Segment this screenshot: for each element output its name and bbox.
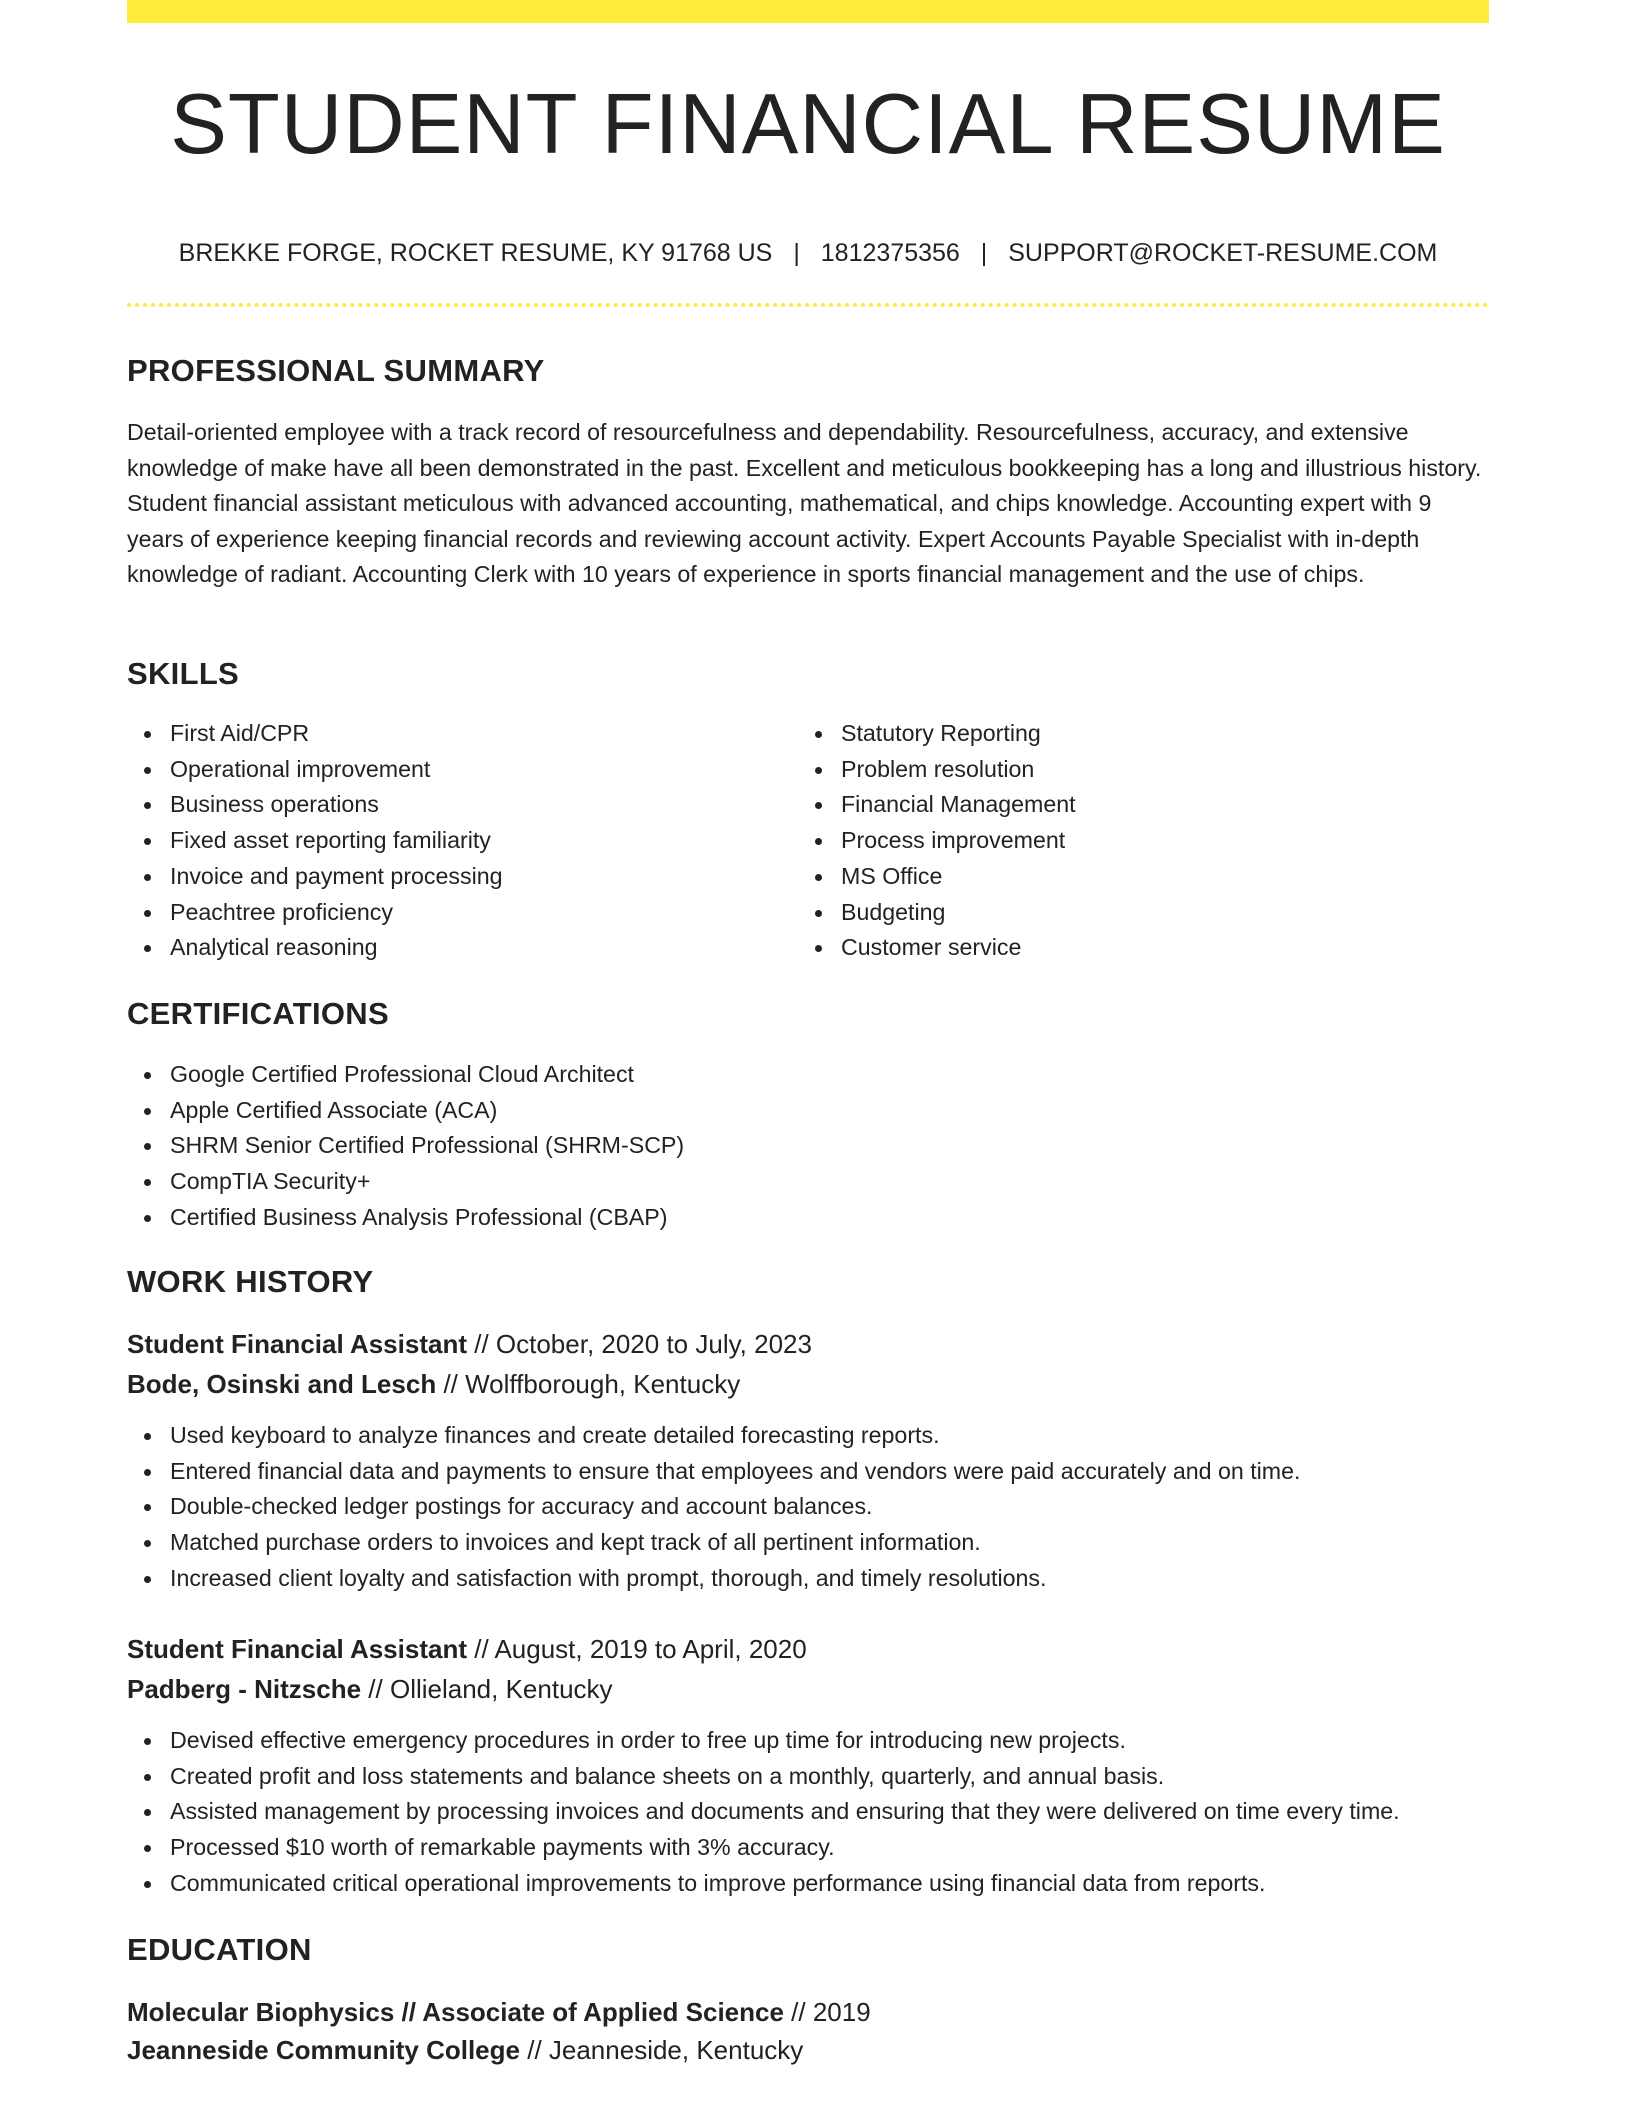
skill-item: Peachtree proficiency [127,895,503,931]
contact-address: BREKKE FORGE, ROCKET RESUME, KY 91768 US [178,239,773,267]
job-bullet: Entered financial data and payments to ensure that employees and vendors were paid accurately and on time. [127,1454,1300,1490]
certification-item: Google Certified Professional Cloud Architect [127,1057,684,1093]
summary-text: Detail-oriented employee with a track record of resourcefulness and dependability. Resourcefulness, accuracy, and extensive knowledge of make have all been demonstrated in the past. Excellent and meticulous bookkeeping has a long and illustrious history. Student financial assistant meticulous with advanced accounting, mathematical, and chips knowledge. Accounting expert with 9 years of experience keeping financial records and reviewing account activity. Expert Accounts Payable Specialist with in-depth knowledge of radiant. Accounting Clerk with 10 years of experience in sports financial management and the use of chips. [127,419,1482,588]
contact-email[interactable]: SUPPORT@ROCKET-RESUME.COM [1008,239,1438,267]
skill-item: Fixed asset reporting familiarity [127,823,503,859]
contact-separator: | [980,239,988,267]
work-history-heading: WORK HISTORY [127,1264,374,1299]
certification-item: CompTIA Security+ [127,1164,684,1200]
resume-title: STUDENT FINANCIAL RESUME [170,77,1446,172]
job-bullet: Assisted management by processing invoices and documents and ensuring that they were delivered on time every time. [127,1794,1400,1830]
skill-item: Problem resolution [798,752,1076,788]
job-bullets [127,1723,1400,1902]
contact-separator: | [793,239,800,267]
certifications-heading: CERTIFICATIONS [127,996,389,1031]
skill-item: Financial Management [798,787,1076,823]
skills-list-left [127,716,503,966]
education-year: // 2019 [791,1997,871,2027]
certification-item: SHRM Senior Certified Professional (SHRM-SCP) [127,1128,684,1164]
skills-heading: SKILLS [127,656,240,691]
education-location: // Jeanneside, Kentucky [527,2035,804,2065]
job-location: // Wolffborough, Kentucky [443,1369,741,1399]
skill-item: Process improvement [798,823,1076,859]
job-location: // Ollieland, Kentucky [368,1674,613,1704]
job-bullet: Matched purchase orders to invoices and kept track of all pertinent information. [127,1525,1300,1561]
job-title: Student Financial Assistant [127,1329,467,1359]
job-company: Padberg - Nitzsche [127,1674,362,1704]
job-company-line [127,1368,740,1400]
summary-heading: PROFESSIONAL SUMMARY [127,353,545,388]
job-bullet: Created profit and loss statements and balance sheets on a monthly, quarterly, and annual basis. [127,1759,1400,1795]
job-bullet: Double-checked ledger postings for accuracy and account balances. [127,1489,1300,1525]
job-dates: // August, 2019 to April, 2020 [474,1634,807,1664]
certification-item: Apple Certified Associate (ACA) [127,1093,684,1129]
skill-item: Statutory Reporting [798,716,1076,752]
skill-item: Operational improvement [127,752,503,788]
job-title-line [127,1328,812,1360]
top-accent-bar [127,0,1489,23]
skill-item: Invoice and payment processing [127,859,503,895]
job-dates: // October, 2020 to July, 2023 [474,1329,812,1359]
skill-item: Analytical reasoning [127,930,503,966]
skill-item: Business operations [127,787,503,823]
job-bullet: Increased client loyalty and satisfaction with prompt, thorough, and timely resolutions. [127,1561,1300,1597]
job-company: Bode, Osinski and Lesch [127,1369,437,1399]
skill-item: Budgeting [798,895,1076,931]
job-bullets [127,1418,1300,1597]
dotted-divider [127,303,1489,307]
contact-phone[interactable]: 1812375356 [820,239,960,267]
skill-item: First Aid/CPR [127,716,503,752]
education-school: Jeanneside Community College [127,2035,520,2065]
education-heading: EDUCATION [127,1932,312,1967]
job-bullet: Communicated critical operational improvements to improve performance using financial data from reports. [127,1866,1400,1902]
certifications-list [127,1057,684,1236]
job-company-line [127,1673,613,1705]
job-bullet: Used keyboard to analyze finances and create detailed forecasting reports. [127,1418,1300,1454]
skills-list-right [798,716,1076,966]
skill-item: MS Office [798,859,1076,895]
job-title-line [127,1633,807,1665]
education-school-line [127,2034,803,2066]
job-bullet: Devised effective emergency procedures in order to free up time for introducing new projects. [127,1723,1400,1759]
job-bullet: Processed $10 worth of remarkable payments with 3% accuracy. [127,1830,1400,1866]
education-degree-line [127,1996,871,2028]
education-degree: Molecular Biophysics // Associate of Applied Science [127,1997,784,2027]
contact-line [127,238,1489,268]
job-title: Student Financial Assistant [127,1634,467,1664]
skill-item: Customer service [798,930,1076,966]
certification-item: Certified Business Analysis Professional (CBAP) [127,1200,684,1236]
